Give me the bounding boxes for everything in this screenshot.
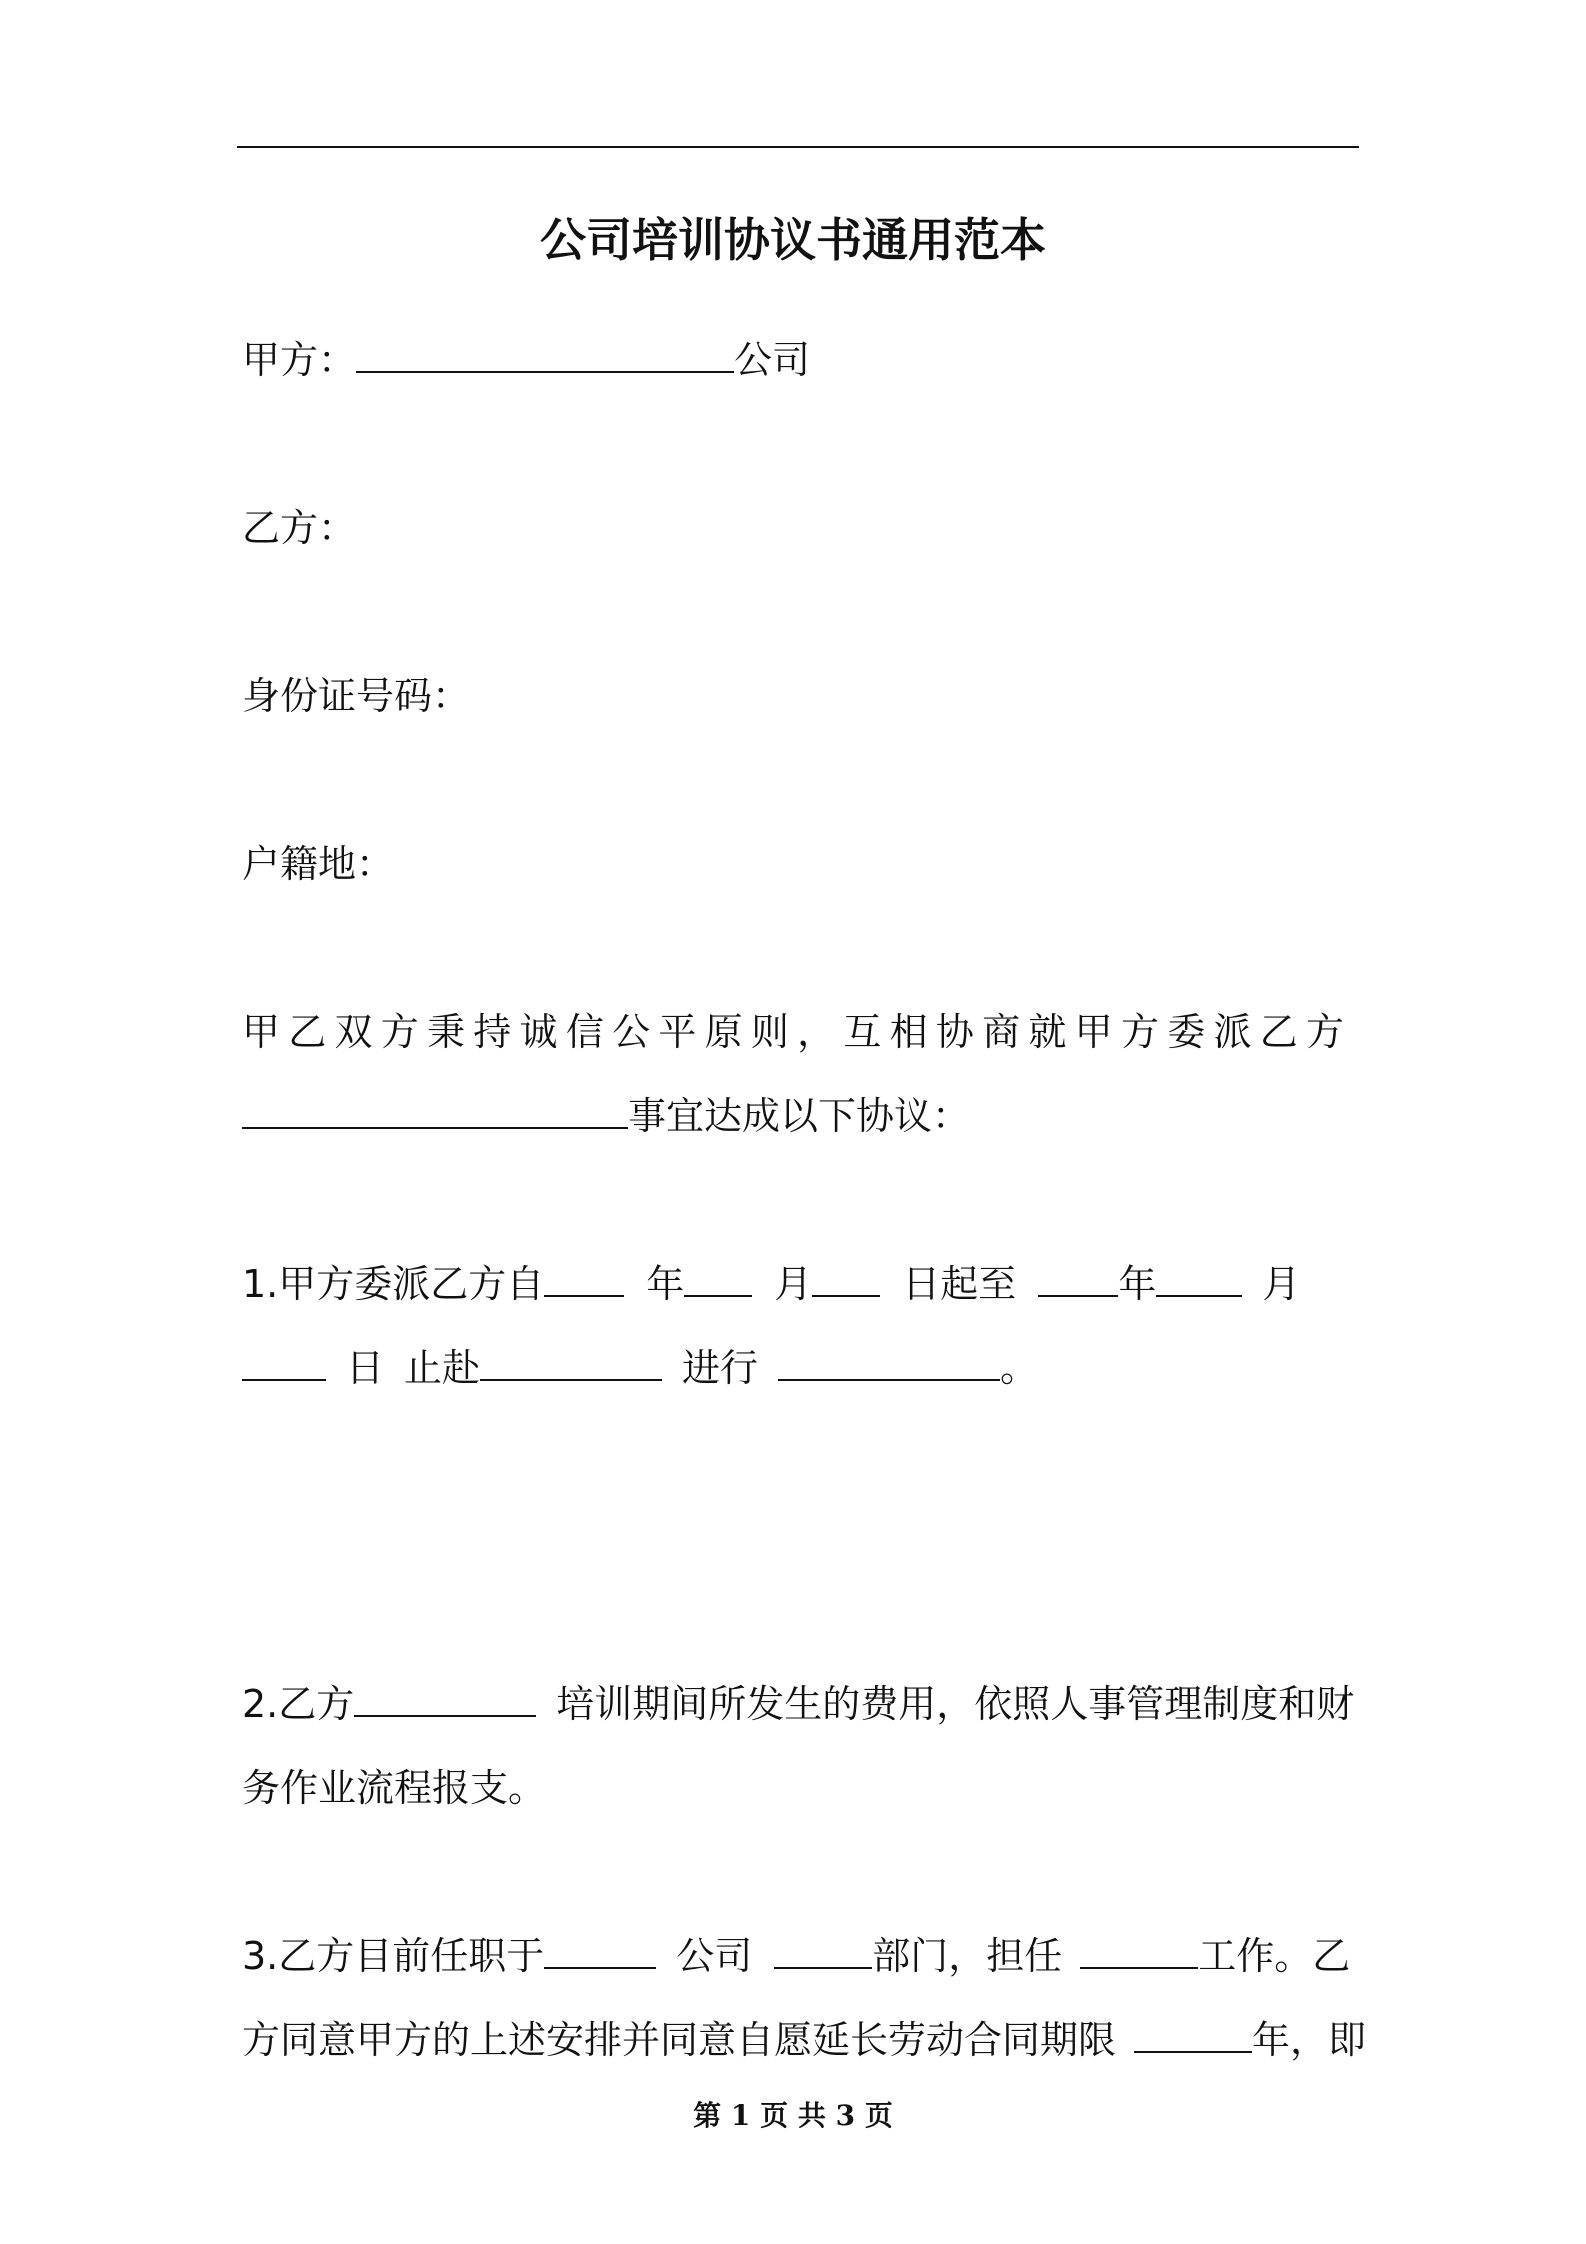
item-1-destination-blank[interactable] — [480, 1349, 662, 1381]
item-1-proceed: 进行 — [682, 1346, 759, 1390]
item-2-line-1-rest: 培训期间所发生的费用，依照人事管理制度和财 — [556, 1682, 1355, 1726]
intro-line-2 — [242, 1088, 970, 1144]
id-number-line — [242, 668, 470, 724]
item-1-month-start-blank[interactable] — [684, 1265, 752, 1297]
item-1-year-2: 年 — [1118, 1262, 1157, 1306]
item-1-year-end-blank[interactable] — [1038, 1265, 1118, 1297]
item-3-company: 公司 — [676, 1934, 753, 1978]
item-2-line-1 — [242, 1676, 1354, 1732]
item-1-line-2 — [242, 1340, 1038, 1396]
item-1-prefix: 1.甲方委派乙方自 — [242, 1262, 545, 1306]
party-a-suffix: 公司 — [734, 338, 811, 382]
item-3-department: 部门，担任 — [872, 1934, 1063, 1978]
intro-blank[interactable] — [242, 1097, 628, 1129]
item-1-stop-to: 止赴 — [404, 1346, 481, 1390]
item-1-activity-blank[interactable] — [778, 1349, 1000, 1381]
party-b-line — [242, 500, 356, 556]
item-3-company-blank[interactable] — [544, 1937, 656, 1969]
item-3-position-blank[interactable] — [1080, 1937, 1198, 1969]
item-1-day-2: 日 — [346, 1346, 385, 1390]
document-title: 公司培训协议书通用范本 — [540, 213, 1046, 267]
item-1-end: 。 — [1000, 1346, 1039, 1390]
item-2-blank[interactable] — [354, 1685, 536, 1717]
item-2-line-2 — [242, 1760, 546, 1816]
page-indicator: 第 1 页 共 3 页 — [693, 2099, 893, 2132]
residence-line — [242, 836, 394, 892]
id-number-label: 身份证号码： — [242, 674, 471, 718]
residence-label: 户籍地： — [242, 842, 395, 886]
item-1-year-start-blank[interactable] — [544, 1265, 624, 1297]
item-2-line-2-text: 务作业流程报支。 — [242, 1766, 547, 1810]
intro-text-2: 事宜达成以下协议： — [628, 1094, 971, 1138]
item-1-month-2: 月 — [1262, 1262, 1301, 1306]
item-3-line-2 — [242, 2012, 1366, 2068]
item-3-department-blank[interactable] — [774, 1937, 872, 1969]
item-3-work: 工作。乙 — [1198, 1934, 1351, 1978]
item-1-day-end-blank[interactable] — [242, 1349, 326, 1381]
item-1-month-end-blank[interactable] — [1156, 1265, 1242, 1297]
item-3-years-blank[interactable] — [1134, 2021, 1252, 2053]
party-a-label: 甲方： — [242, 338, 357, 382]
item-3-line-2-prefix: 方同意甲方的上述安排并同意自愿延长劳动合同期限 — [242, 2018, 1117, 2062]
item-1-line-1 — [242, 1256, 1300, 1312]
item-1-day-1: 日起至 — [902, 1262, 1017, 1306]
item-3-line-2-suffix: 年，即 — [1252, 2018, 1367, 2062]
item-3-prefix: 3.乙方目前任职于 — [242, 1934, 545, 1978]
party-a-blank[interactable] — [356, 341, 734, 373]
item-1-year-1: 年 — [646, 1262, 685, 1306]
item-1-day-start-blank[interactable] — [812, 1265, 880, 1297]
item-1-month-1: 月 — [774, 1262, 813, 1306]
party-a-line — [242, 332, 810, 388]
intro-text-1: 甲乙双方秉持诚信公平原则，互相协商就甲方委派乙方 — [242, 1010, 1352, 1054]
item-2-prefix: 2.乙方 — [242, 1682, 355, 1726]
header-rule — [237, 146, 1359, 148]
party-b-label: 乙方： — [242, 506, 357, 550]
intro-line-1 — [242, 1004, 1352, 1060]
item-3-line-1 — [242, 1928, 1350, 1984]
